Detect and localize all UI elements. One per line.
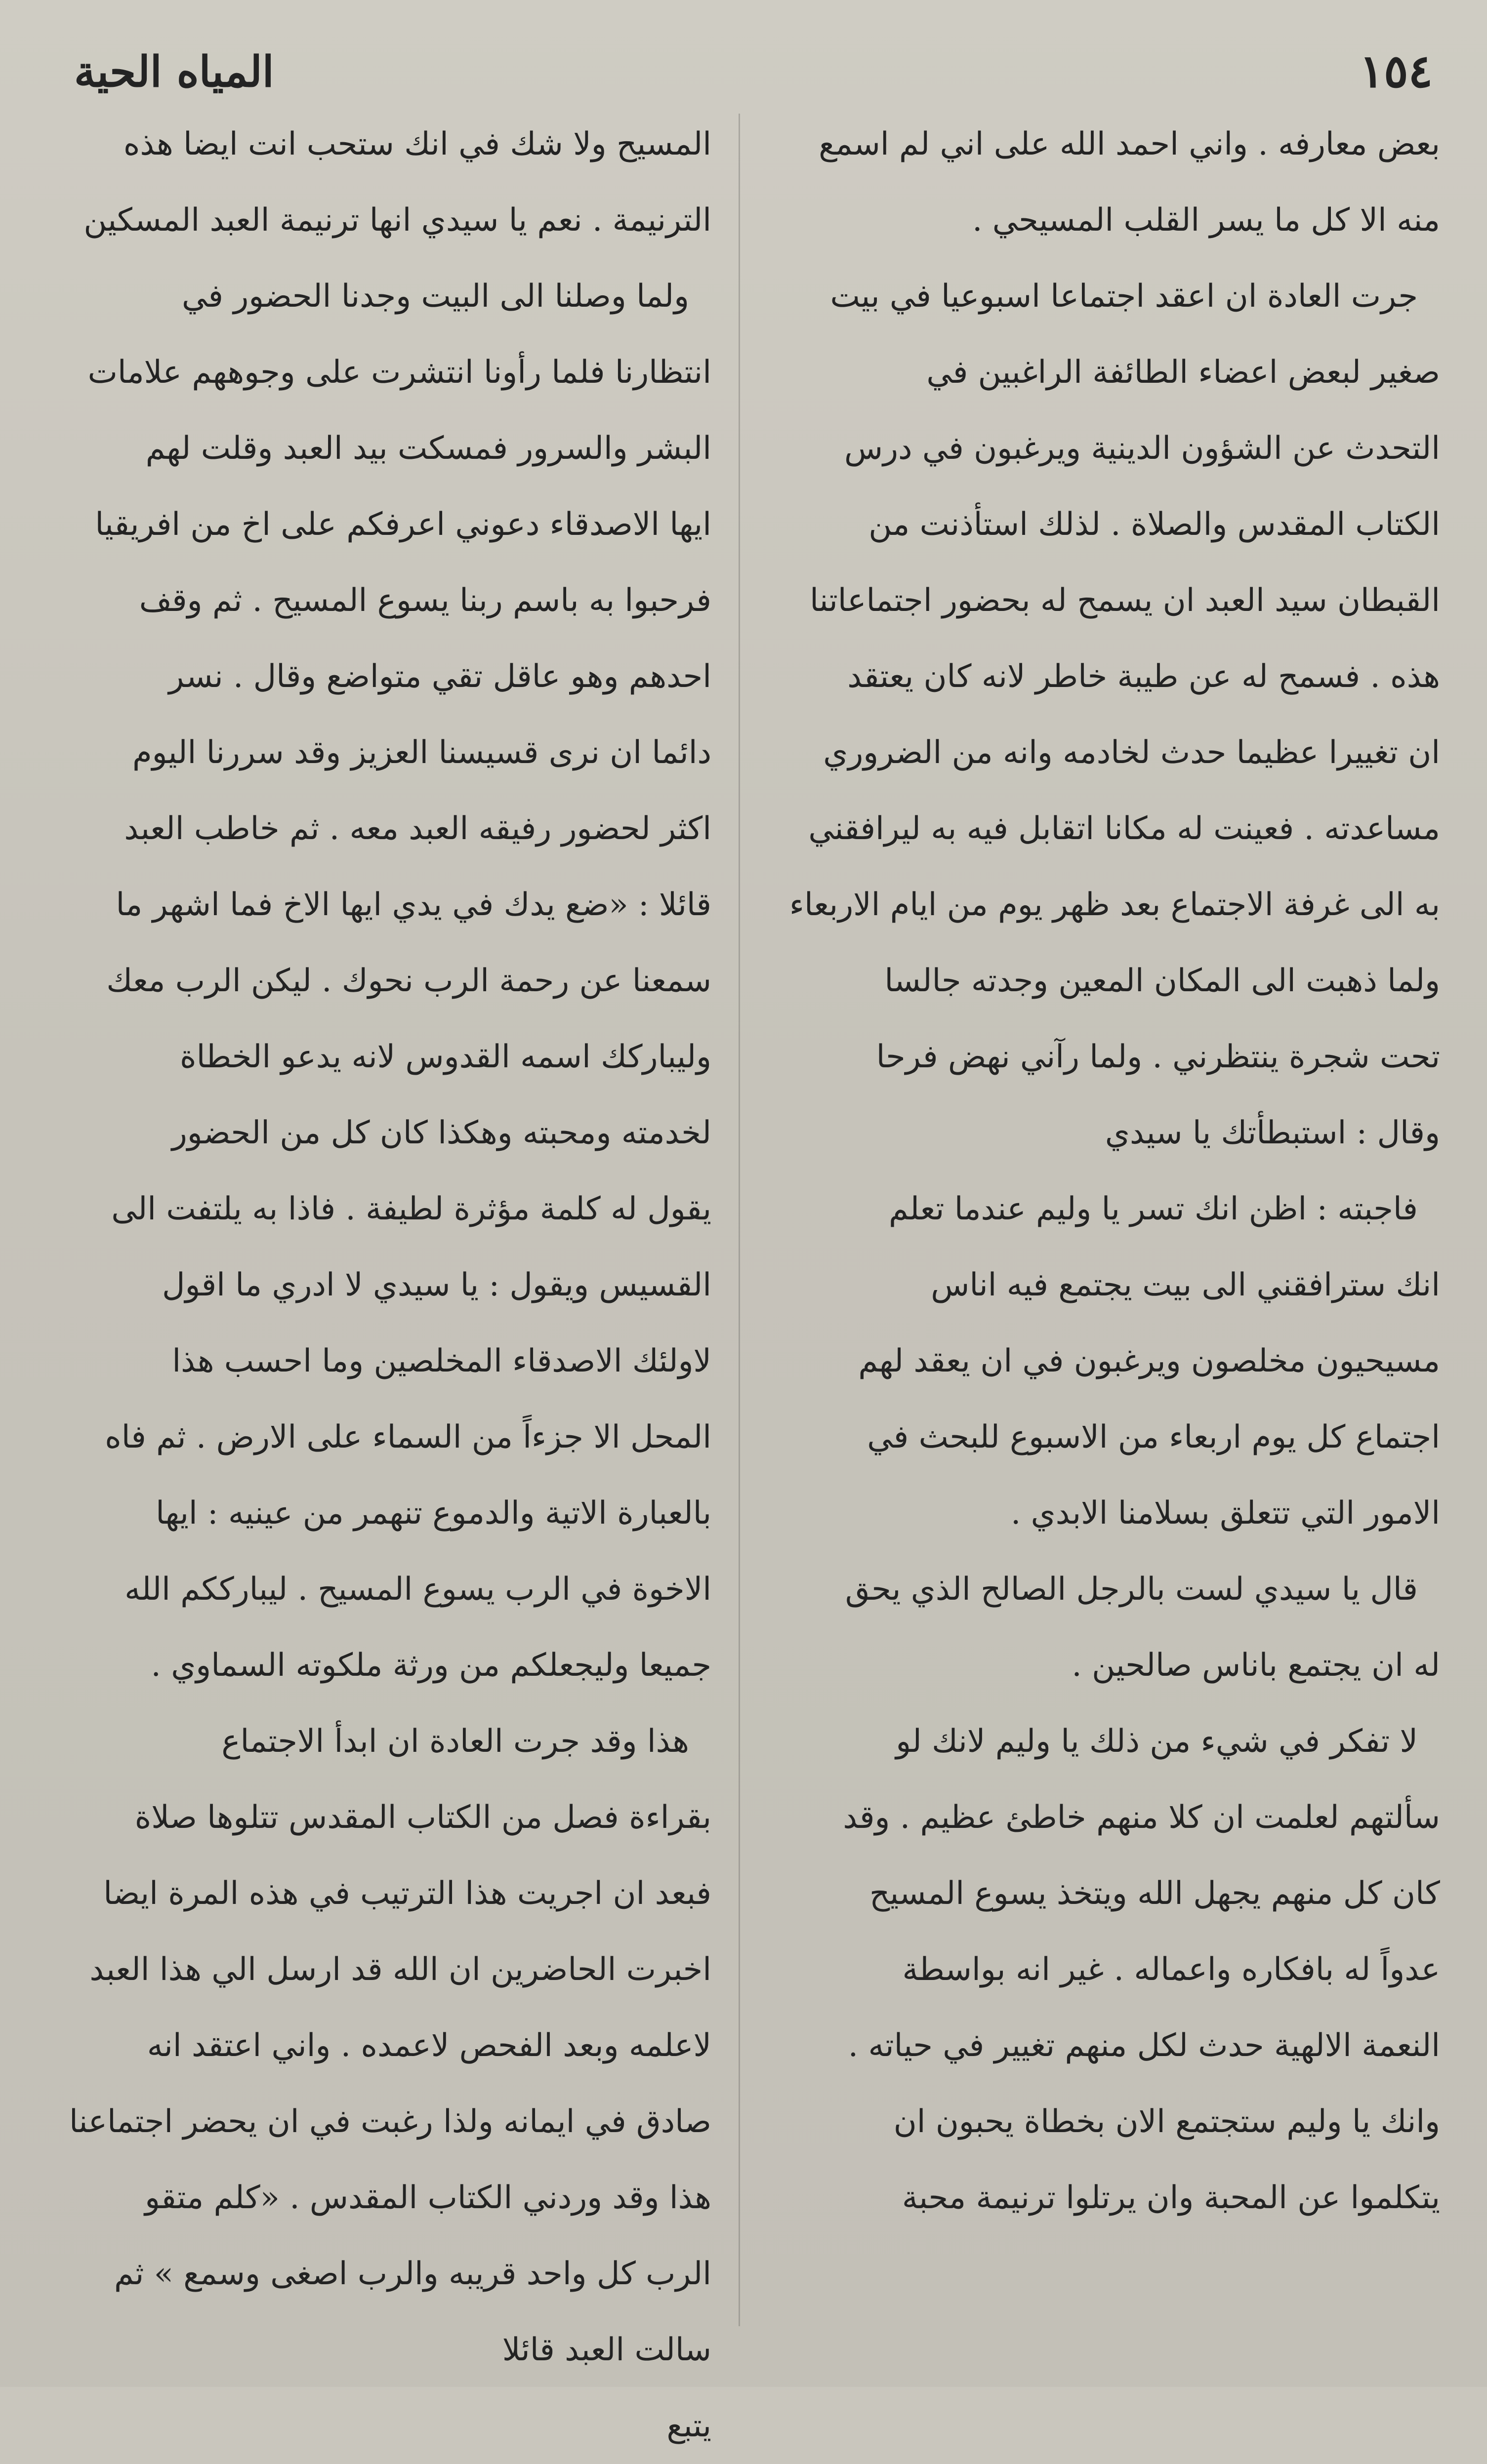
- text-line: الاخوة في الرب يسوع المسيح . ليبارككم الله: [124, 1571, 711, 1608]
- text-line: مساعدته . فعينت له مكانا اتقابل فيه به ليرافقني: [808, 810, 1440, 847]
- text-line: وقال : استبطأتك يا سيدي: [1105, 1115, 1440, 1151]
- text-line: ولما ذهبت الى المكان المعين وجدته جالسا: [884, 963, 1440, 999]
- text-line: له ان يجتمع باناس صالحين .: [1072, 1647, 1440, 1684]
- text-line: النعمة الالهية حدث لكل منهم تغيير في حياته .: [848, 2027, 1440, 2064]
- text-line: لخدمته ومحبته وهكذا كان كل من الحضور: [171, 1115, 711, 1151]
- text-line: هذا وقد جرت العادة ان ابدأ الاجتماع: [221, 1723, 689, 1760]
- text-line: القسيس ويقول : يا سيدي لا ادري ما اقول: [162, 1267, 711, 1303]
- text-line: انك سترافقني الى بيت يجتمع فيه اناس: [931, 1267, 1440, 1303]
- text-line: هذا وقد وردني الكتاب المقدس . «كلم متقو: [145, 2180, 711, 2216]
- text-line: يقول له كلمة مؤثرة لطيفة . فاذا به يلتفت الى: [111, 1191, 711, 1227]
- text-line: اكثر لحضور رفيقه العبد معه . ثم خاطب العبد: [124, 810, 711, 847]
- running-title: المياه الحية: [74, 47, 274, 97]
- left-column: [59, 106, 711, 2444]
- text-line: سالت العبد قائلا: [502, 2332, 711, 2368]
- text-line: الرب كل واحد قريبه والرب اصغى وسمع » ثم: [114, 2256, 711, 2292]
- text-line: هذه . فسمح له عن طيبة خاطر لانه كان يعتقد: [847, 658, 1440, 695]
- page-header: [35, 35, 1452, 109]
- text-line: به الى غرفة الاجتماع بعد ظهر يوم من ايام الاربعاء: [789, 887, 1440, 923]
- text-line: المسيح ولا شك في انك ستحب انت ايضا هذه: [123, 126, 711, 162]
- text-line: جميعا وليجعلكم من ورثة ملكوته السماوي .: [151, 1647, 711, 1684]
- text-line: فرحبوا به باسم ربنا يسوع المسيح . ثم وقف: [139, 582, 711, 619]
- right-column: [788, 106, 1440, 2358]
- text-line: جرت العادة ان اعقد اجتماعا اسبوعيا في بيت: [830, 278, 1418, 315]
- text-line: بقراءة فصل من الكتاب المقدس تتلوها صلاة: [134, 1799, 711, 1836]
- text-line: البشر والسرور فمسكت بيد العبد وقلت لهم: [145, 430, 711, 467]
- text-line: يتكلموا عن المحبة وان يرتلوا ترنيمة محبة: [902, 2180, 1440, 2216]
- text-line: سمعنا عن رحمة الرب نحوك . ليكن الرب معك: [106, 963, 711, 999]
- text-line: عدواً له بافكاره واعماله . غير انه بواسطة: [902, 1951, 1440, 1988]
- text-line: ايها الاصدقاء دعوني اعرفكم على اخ من افريقيا: [95, 506, 711, 543]
- text-line: اخبرت الحاضرين ان الله قد ارسل الي هذا العبد: [89, 1951, 711, 1988]
- text-line: لاولئك الاصدقاء المخلصين وما احسب هذا: [172, 1343, 711, 1379]
- text-line: ان تغييرا عظيما حدث لخادمه وانه من الضروري: [823, 734, 1440, 771]
- text-line: مسيحيون مخلصون ويرغبون في ان يعقد لهم: [858, 1343, 1440, 1379]
- text-line: بعض معارفه . واني احمد الله على اني لم اسمع: [819, 126, 1440, 162]
- text-line: احدهم وهو عاقل تقي متواضع وقال . نسر: [168, 658, 711, 695]
- text-line: انتظارنا فلما رأونا انتشرت على وجوههم علامات: [87, 354, 711, 391]
- text-line: بالعبارة الاتية والدموع تنهمر من عينيه : ايها: [156, 1495, 711, 1532]
- text-line: دائما ان نرى قسيسنا العزيز وقد سررنا اليوم: [132, 734, 711, 771]
- text-line: فبعد ان اجريت هذا الترتيب في هذه المرة ايضا: [103, 1875, 711, 1912]
- text-line: منه الا كل ما يسر القلب المسيحي .: [972, 202, 1440, 239]
- text-line: وانك يا وليم ستجتمع الان بخطاة يحبون ان: [893, 2103, 1440, 2140]
- text-line: الترنيمة . نعم يا سيدي انها ترنيمة العبد المسكين: [83, 202, 711, 239]
- text-line: لاعلمه وبعد الفحص لاعمده . واني اعتقد انه: [147, 2027, 711, 2064]
- text-line: قال يا سيدي لست بالرجل الصالح الذي يحق: [845, 1571, 1418, 1608]
- text-line: الكتاب المقدس والصلاة . لذلك استأذنت من: [868, 506, 1440, 543]
- column-divider: [739, 114, 740, 2326]
- text-line: المحل الا جزءاً من السماء على الارض . ثم فاه: [105, 1419, 711, 1455]
- text-line: تحت شجرة ينتظرني . ولما رآني نهض فرحا: [876, 1039, 1440, 1075]
- text-line: يتبع: [666, 2408, 711, 2444]
- text-line: القبطان سيد العبد ان يسمح له بحضور اجتماعاتنا: [810, 582, 1440, 619]
- text-line: قائلا : «ضع يدك في يدي ايها الاخ فما اشهر ما: [116, 887, 711, 923]
- text-line: فاجبته : اظن انك تسر يا وليم عندما تعلم: [888, 1191, 1418, 1227]
- text-line: ولما وصلنا الى البيت وجدنا الحضور في: [182, 278, 689, 315]
- text-line: اجتماع كل يوم اربعاء من الاسبوع للبحث في: [867, 1419, 1440, 1455]
- text-line: الامور التي تتعلق بسلامنا الابدي .: [1010, 1495, 1440, 1532]
- text-line: سألتهم لعلمت ان كلا منهم خاطئ عظيم . وقد: [843, 1799, 1440, 1836]
- text-line: وليباركك اسمه القدوس لانه يدعو الخطاة: [180, 1039, 711, 1075]
- text-line: صادق في ايمانه ولذا رغبت في ان يحضر اجتماعنا: [69, 2103, 711, 2140]
- text-line: لا تفكر في شيء من ذلك يا وليم لانك لو: [896, 1723, 1418, 1760]
- text-line: صغير لبعض اعضاء الطائفة الراغبين في: [926, 354, 1440, 391]
- text-line: التحدث عن الشؤون الدينية ويرغبون في درس: [844, 430, 1440, 467]
- text-line: كان كل منهم يجهل الله ويتخذ يسوع المسيح: [869, 1875, 1440, 1912]
- page-number: ١٥٤: [1359, 44, 1433, 98]
